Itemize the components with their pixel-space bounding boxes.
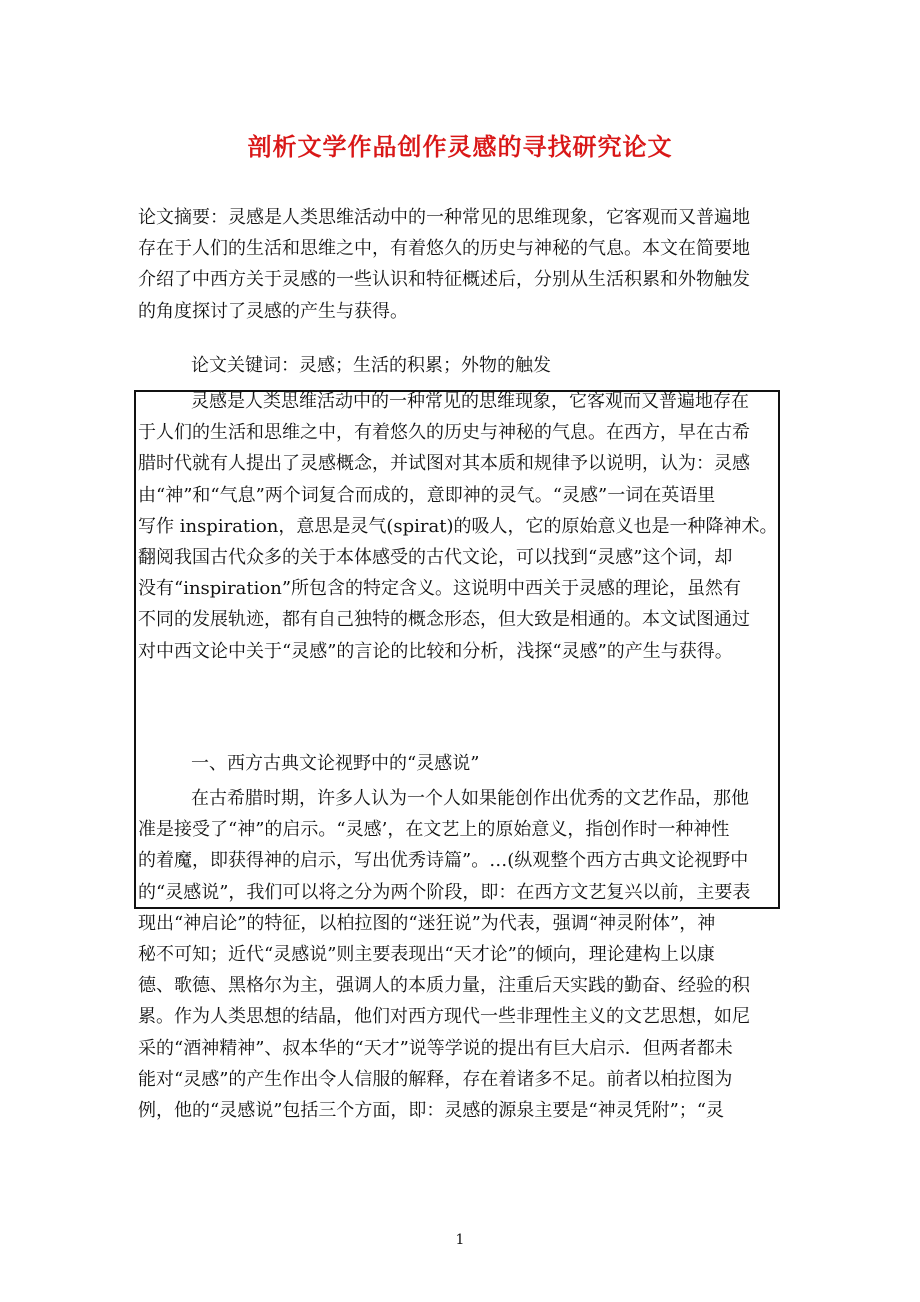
intro-line: 于人们的生活和思维之中，有着悠久的历史与神秘的气息。在西方，早在古希 [138,422,750,444]
section-line: 采的“酒神精神”、叔本华的“天才”说等学说的提出有巨大启示．但两者都未 [138,1037,733,1059]
section-line: 的着魔，即获得神的启示，写出优秀诗篇”。…(纵观整个西方古典文论视野中 [138,850,749,872]
section-heading-block [138,748,788,779]
section-line: 例，他的“灵感说”包括三个方面，即：灵感的源泉主要是“神灵凭附”；“灵 [138,1099,725,1121]
section-heading: 一、西方古典文论视野中的“灵感说” [191,753,480,774]
intro-line: 由“神”和“气息”两个词复合而成的，意即神的灵气。“灵感”一词在英语里 [138,484,716,506]
page-number: 1 [455,1232,465,1248]
abstract-line: 介绍了中西方关于灵感的一些认识和特征概述后，分别从生活积累和外物触发 [138,269,750,291]
section-body [138,783,788,1126]
intro-line: 灵感是人类思维活动中的一种常见的思维现象，它客观而又普遍地存在 [191,391,749,412]
section-line: 的“灵感说”，我们可以将之分为两个阶段，即：在西方文艺复兴以前，主要表 [138,881,751,903]
section-line: 累。作为人类思想的结晶，他们对西方现代一些非理性主义的文艺思想，如尼 [138,1006,750,1028]
intro-block [138,386,788,667]
keywords-block [138,350,788,381]
abstract-line: 存在于人们的生活和思维之中，有着悠久的历史与神秘的气息。本文在简要地 [138,238,750,260]
intro-line: 翻阅我国古代众多的关于本体感受的古代文论，可以找到“灵感”这个词，却 [138,546,733,568]
intro-line: 对中西文论中关于“灵感”的言论的比较和分析，浅探“灵感”的产生与获得。 [138,640,733,662]
section-line: 现出“神启论”的特征，以柏拉图的“迷狂说”为代表，强调“神灵附体”，神 [138,912,716,934]
document-title: 剖析文学作品创作灵感的寻找研究论文 [247,132,673,161]
section-line: 准是接受了“神”的启示。“灵感’，在文艺上的原始意义，指创作时一种神性 [138,819,730,841]
intro-line: 没有“inspiration”所包含的特定含义。这说明中西关于灵感的理论，虽然有 [138,578,742,600]
keywords-line: 论文关键词：灵感；生活的积累；外物的触发 [191,355,551,376]
section-line: 在古希腊时期，许多人认为一个人如果能创作出优秀的文艺作品，那他 [191,788,749,809]
abstract-block [138,202,788,327]
intro-line: 不同的发展轨迹，都有自己独特的概念形态，但大致是相通的。本文试图通过 [138,609,750,631]
section-line: 秘不可知；近代“灵感说”则主要表现出“天才论”的倾向，理论建构上以康 [138,943,715,965]
abstract-line: 论文摘要：灵感是人类思维活动中的一种常见的思维现象，它客观而又普遍地 [138,207,750,228]
intro-line: 腊时代就有人提出了灵感概念，并试图对其本质和规律予以说明，认为：灵感 [138,453,750,475]
section-line: 德、歌德、黑格尔为主，强调人的本质力量，注重后天实践的勤奋、经验的积 [138,975,750,997]
abstract-line: 的角度探讨了灵感的产生与获得。 [138,300,408,322]
intro-line: 写作 inspiration，意思是灵气(spirat)的吸人，它的原始意义也是一种降神术。 [138,515,778,537]
section-line: 能对“灵感”的产生作出令人信服的解释，存在着诸多不足。前者以柏拉图为 [138,1068,733,1090]
